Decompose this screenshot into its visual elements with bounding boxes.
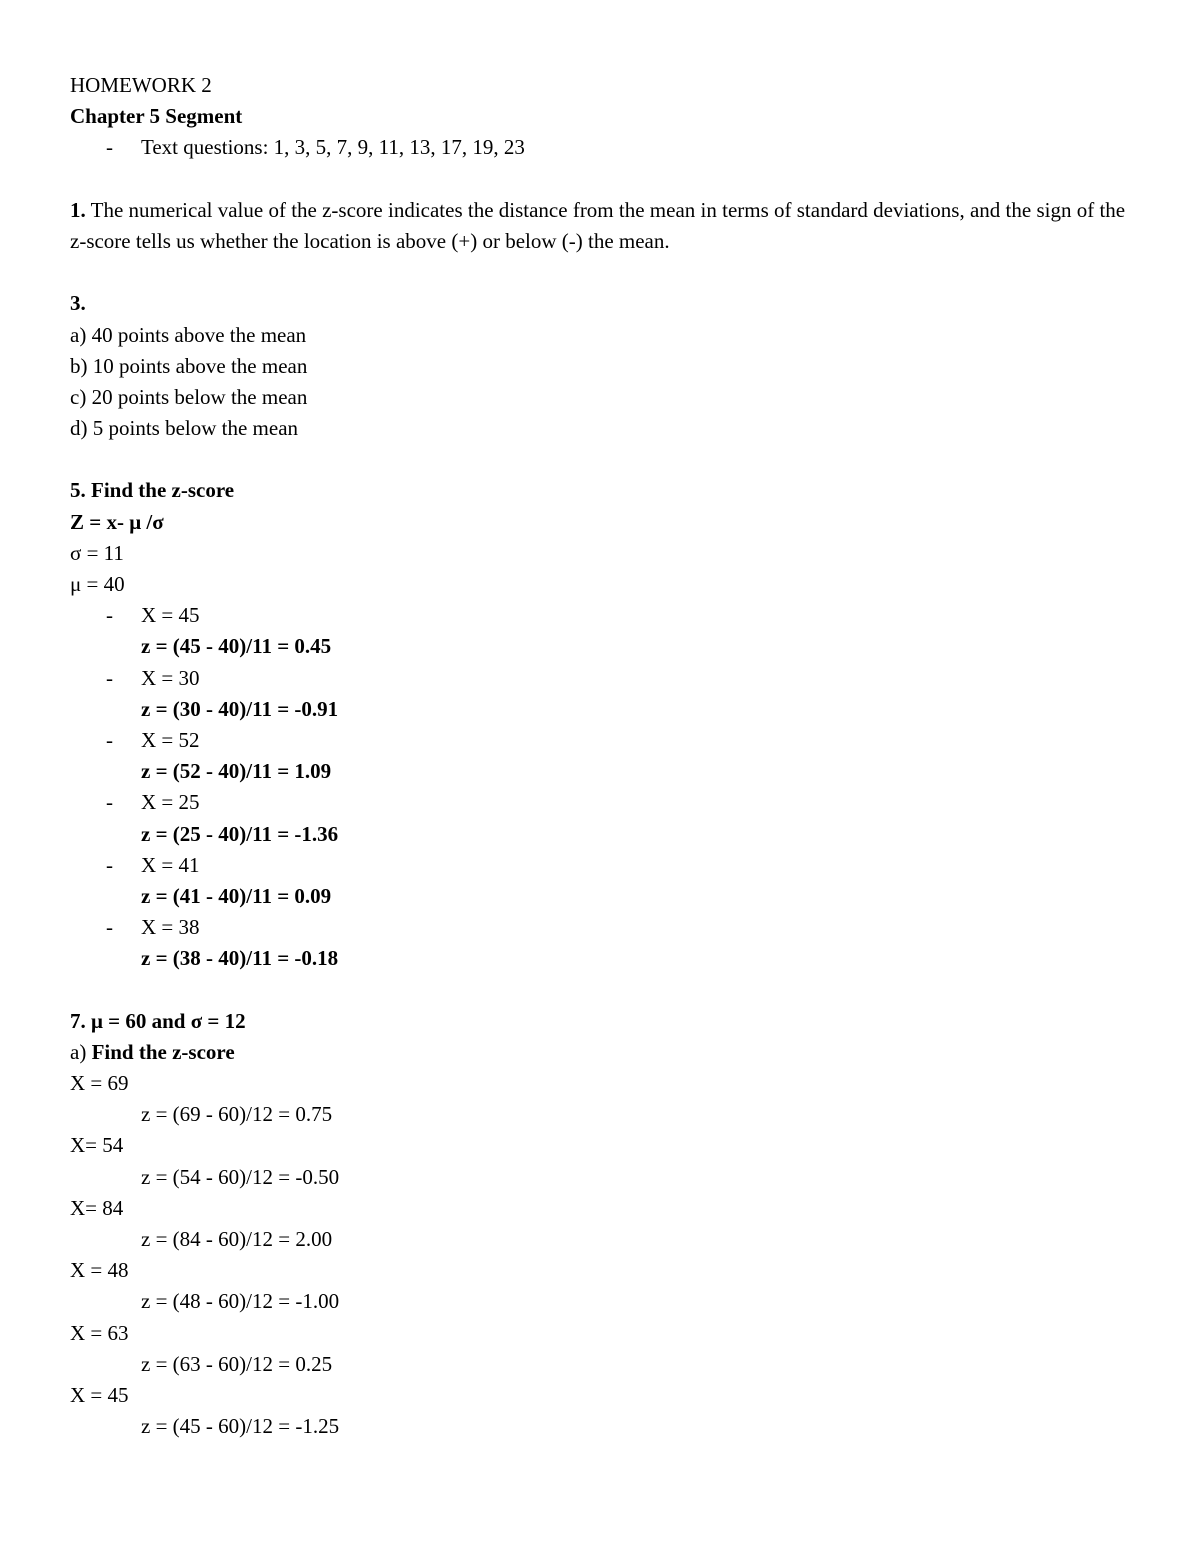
x-value-text: X = 30 <box>141 665 200 690</box>
q5-z-result: z = (52 - 40)/11 = 1.09 <box>141 759 332 784</box>
q5-z-result: z = (30 - 40)/11 = -0.91 <box>141 696 339 721</box>
q5-z-result: z = (41 - 40)/11 = 0.09 <box>141 883 332 908</box>
q7-z-result: z = (48 - 60)/12 = -1.00 <box>141 1289 340 1314</box>
q7-x-value: X = 48 <box>70 1258 129 1283</box>
q3-answer-c: c) 20 points below the mean <box>70 384 308 409</box>
document-page <box>70 70 1130 1442</box>
q5-x-value <box>70 850 1130 881</box>
q5-x-value <box>70 663 1130 694</box>
bullet-dash: - <box>106 135 113 160</box>
q7-z-result: z = (69 - 60)/12 = 0.75 <box>141 1102 333 1127</box>
bullet-dash: - <box>106 852 113 877</box>
q7-x-value: X = 63 <box>70 1320 129 1345</box>
chapter-segment-heading: Chapter 5 Segment <box>70 104 243 129</box>
q5-mu: μ = 40 <box>70 572 125 597</box>
document-title: HOMEWORK 2 <box>70 73 212 97</box>
q5-formula: Z = x- μ /σ <box>70 509 164 534</box>
bullet-dash: - <box>106 603 113 628</box>
q3-answer-d: d) 5 points below the mean <box>70 416 299 441</box>
spacer <box>70 164 1130 195</box>
text-questions-item <box>70 132 1130 163</box>
q7-heading: 7. μ = 60 and σ = 12 <box>70 1008 246 1033</box>
q5-x-value <box>70 600 1130 631</box>
q7-x-value: X= 54 <box>70 1133 124 1158</box>
bullet-dash: - <box>106 915 113 940</box>
spacer <box>70 444 1130 475</box>
q3-answer-b: b) 10 points above the mean <box>70 353 308 378</box>
q7-z-result: z = (84 - 60)/12 = 2.00 <box>141 1226 333 1251</box>
q7-part-a-text: Find the z-score <box>91 1039 235 1064</box>
q5-z-result: z = (25 - 40)/11 = -1.36 <box>141 821 339 846</box>
q1-answer <box>70 195 1130 257</box>
q5-x-value <box>70 725 1130 756</box>
text-questions-label: Text questions: 1, 3, 5, 7, 9, 11, 13, 17, 19, 23 <box>141 135 525 160</box>
bullet-dash: - <box>106 790 113 815</box>
q7-part-a <box>70 1037 1130 1068</box>
x-value-text: X = 41 <box>141 852 200 877</box>
bullet-dash: - <box>106 665 113 690</box>
q1-text: The numerical value of the z-score indicates the distance from the mean in terms of standard deviations, and the sign of the z-score tells us whether the location is above (+) or below (-) the mean. <box>70 197 1126 253</box>
bullet-dash: - <box>106 727 113 752</box>
spacer <box>70 974 1130 1005</box>
q7-part-a-prefix: a) <box>70 1039 87 1064</box>
q5-z-result: z = (45 - 40)/11 = 0.45 <box>141 634 332 659</box>
q7-z-result: z = (45 - 60)/12 = -1.25 <box>141 1414 340 1439</box>
q7-z-result: z = (54 - 60)/12 = -0.50 <box>141 1164 340 1189</box>
q5-x-value <box>70 912 1130 943</box>
q3-answer-a: a) 40 points above the mean <box>70 322 307 347</box>
q7-x-value: X = 45 <box>70 1382 129 1407</box>
q5-x-value <box>70 787 1130 818</box>
q3-number: 3. <box>70 291 86 316</box>
q5-z-result: z = (38 - 40)/11 = -0.18 <box>141 946 339 971</box>
q7-z-result: z = (63 - 60)/12 = 0.25 <box>141 1351 333 1376</box>
q5-heading: 5. Find the z-score <box>70 478 235 503</box>
x-value-text: X = 45 <box>141 603 200 628</box>
q7-x-value: X = 69 <box>70 1071 129 1096</box>
x-value-text: X = 52 <box>141 727 200 752</box>
q7-x-value: X= 84 <box>70 1195 124 1220</box>
x-value-text: X = 25 <box>141 790 200 815</box>
spacer <box>70 257 1130 288</box>
q5-sigma: σ = 11 <box>70 540 124 565</box>
q1-number: 1. <box>70 197 86 222</box>
x-value-text: X = 38 <box>141 915 200 940</box>
